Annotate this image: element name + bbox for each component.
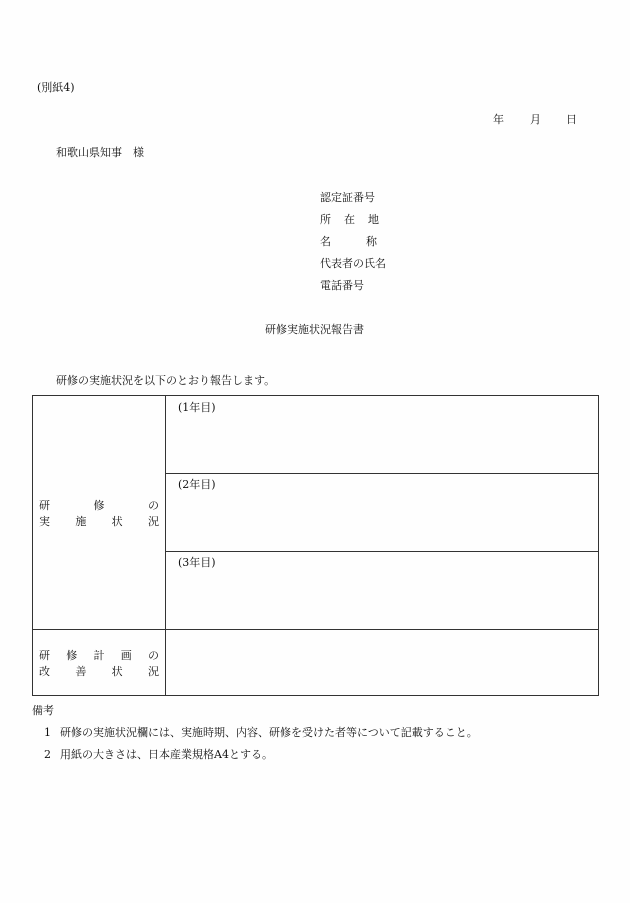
note-number: 2 <box>44 748 51 761</box>
row-header-char: の <box>148 499 159 512</box>
address-char: 在 <box>344 213 355 226</box>
row-header-line <box>39 664 159 680</box>
row-header-char: 状 <box>111 665 123 678</box>
applicant-block <box>320 191 400 301</box>
row-header-line <box>39 514 159 530</box>
name-label <box>320 235 400 257</box>
row-header-char: 改 <box>39 665 50 678</box>
document-title <box>0 323 630 337</box>
report-table <box>32 395 599 696</box>
row-header-char: 画 <box>120 649 132 662</box>
row-header-char: 実 <box>39 515 50 528</box>
name-char: 称 <box>366 235 377 248</box>
document-title-text: 研修実施状況報告書 <box>265 323 364 336</box>
date-month-label: 月 <box>530 113 541 126</box>
note-number: 1 <box>44 726 51 739</box>
row-header-char: 善 <box>75 665 87 678</box>
year-2-label: (2年目) <box>178 478 216 491</box>
table-divider <box>33 629 598 630</box>
cert-number-label: 認定証番号 <box>320 191 375 204</box>
representative-label: 代表者の氏名 <box>320 257 386 270</box>
row-header-implementation <box>39 498 159 530</box>
date-line <box>0 113 630 127</box>
addressee: 和歌山県知事 様 <box>56 146 144 159</box>
form-number: (別紙4) <box>37 81 75 94</box>
note-text: 研修の実施状況欄には、実施時期、内容、研修を受けた者等について記載すること。 <box>60 726 478 739</box>
address-label <box>320 213 400 235</box>
year-1-label: (1年目) <box>178 401 216 414</box>
year-3-label: (3年目) <box>178 556 216 569</box>
row-header-improvement <box>39 648 159 680</box>
lead-text: 研修の実施状況を以下のとおり報告します。 <box>56 374 276 387</box>
row-header-char: 状 <box>111 515 123 528</box>
table-divider <box>165 551 598 552</box>
table-divider <box>165 473 598 474</box>
row-header-line <box>39 648 159 664</box>
name-char: 名 <box>320 235 331 248</box>
row-header-char: 計 <box>93 649 105 662</box>
row-header-char: 研 <box>39 499 50 512</box>
table-divider <box>165 396 166 695</box>
phone-label: 電話番号 <box>320 279 364 292</box>
date-day-label: 日 <box>566 113 577 126</box>
address-char: 所 <box>320 213 331 226</box>
date-year-label: 年 <box>493 113 504 126</box>
row-header-char: 況 <box>147 665 159 678</box>
note-item <box>44 748 273 762</box>
note-text: 用紙の大きさは、日本産業規格A4とする。 <box>60 748 273 761</box>
note-item <box>44 726 478 740</box>
row-header-char: 施 <box>75 515 87 528</box>
address-char: 地 <box>368 213 379 226</box>
notes-title: 備考 <box>32 704 54 717</box>
row-header-char: 況 <box>147 515 159 528</box>
row-header-char: の <box>148 649 159 662</box>
row-header-char: 研 <box>39 649 50 662</box>
row-header-line <box>39 498 159 514</box>
row-header-char: 修 <box>66 649 78 662</box>
row-header-char: 修 <box>93 499 105 512</box>
